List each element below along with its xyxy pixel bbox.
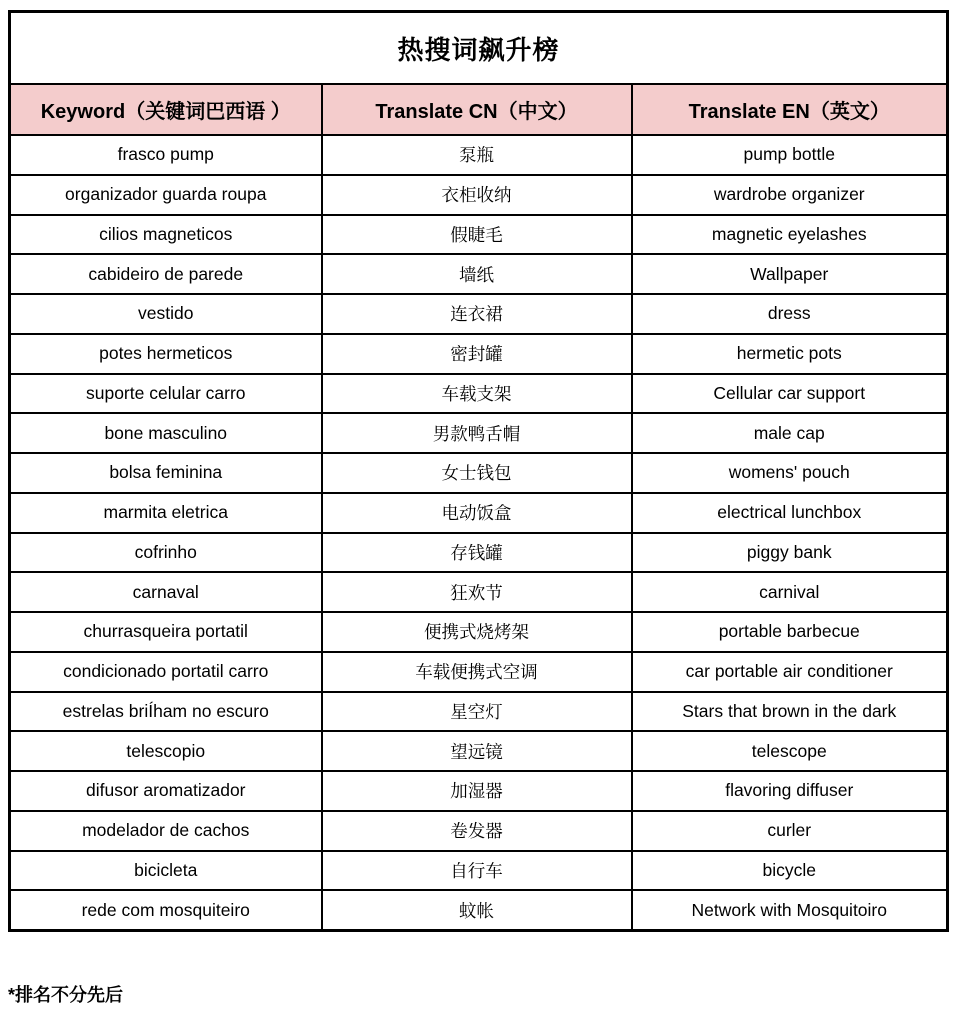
cell-keyword: condicionado portatil carro (10, 652, 322, 692)
cell-translate-cn: 星空灯 (322, 692, 632, 732)
table-row (10, 175, 948, 215)
column-header-translate-en: Translate EN（英文） (632, 84, 948, 135)
cell-translate-cn: 衣柜收纳 (322, 175, 632, 215)
cell-translate-en: portable barbecue (632, 612, 948, 652)
cell-translate-cn: 狂欢节 (322, 572, 632, 612)
cell-translate-cn: 望远镜 (322, 731, 632, 771)
cell-translate-cn: 连衣裙 (322, 294, 632, 334)
cell-translate-cn: 假睫毛 (322, 215, 632, 255)
table-row (10, 692, 948, 732)
table-row (10, 572, 948, 612)
cell-translate-en: pump bottle (632, 135, 948, 175)
cell-keyword: telescopio (10, 731, 322, 771)
table-row (10, 254, 948, 294)
cell-translate-en: carnival (632, 572, 948, 612)
table-row (10, 334, 948, 374)
cell-keyword: bolsa feminina (10, 453, 322, 493)
cell-keyword: vestido (10, 294, 322, 334)
cell-translate-cn: 存钱罐 (322, 533, 632, 573)
table-row (10, 851, 948, 891)
column-header-row (10, 84, 948, 135)
cell-keyword: carnaval (10, 572, 322, 612)
cell-translate-cn: 卷发器 (322, 811, 632, 851)
cell-translate-en: dress (632, 294, 948, 334)
cell-keyword: marmita eletrica (10, 493, 322, 533)
cell-translate-en: electrical lunchbox (632, 493, 948, 533)
cell-keyword: cabideiro de parede (10, 254, 322, 294)
cell-keyword: organizador guarda roupa (10, 175, 322, 215)
table-row (10, 533, 948, 573)
table-row (10, 771, 948, 811)
cell-translate-cn: 男款鸭舌帽 (322, 413, 632, 453)
cell-keyword: modelador de cachos (10, 811, 322, 851)
cell-translate-cn: 女士钱包 (322, 453, 632, 493)
cell-translate-cn: 加湿器 (322, 771, 632, 811)
cell-translate-cn: 自行车 (322, 851, 632, 891)
cell-translate-cn: 便携式烧烤架 (322, 612, 632, 652)
cell-translate-en: male cap (632, 413, 948, 453)
cell-translate-en: Stars that brown in the dark (632, 692, 948, 732)
cell-translate-en: womens' pouch (632, 453, 948, 493)
cell-keyword: difusor aromatizador (10, 771, 322, 811)
cell-keyword: cilios magneticos (10, 215, 322, 255)
table-row (10, 135, 948, 175)
cell-keyword: cofrinho (10, 533, 322, 573)
table-row (10, 612, 948, 652)
cell-translate-en: magnetic eyelashes (632, 215, 948, 255)
cell-keyword: potes hermeticos (10, 334, 322, 374)
cell-translate-cn: 墙纸 (322, 254, 632, 294)
table-row (10, 890, 948, 930)
cell-translate-cn: 车载支架 (322, 374, 632, 414)
table-row (10, 374, 948, 414)
cell-keyword: suporte celular carro (10, 374, 322, 414)
cell-translate-cn: 蚊帐 (322, 890, 632, 930)
table-row (10, 453, 948, 493)
table-row (10, 811, 948, 851)
cell-keyword: estrelas briÍham no escuro (10, 692, 322, 732)
cell-translate-en: Cellular car support (632, 374, 948, 414)
column-header-keyword: Keyword（关键词巴西语 ） (10, 84, 322, 135)
cell-translate-en: telescope (632, 731, 948, 771)
cell-translate-en: piggy bank (632, 533, 948, 573)
ranking-disclaimer-footnote: *排名不分先后 (8, 985, 124, 1005)
table-row (10, 215, 948, 255)
table-row (10, 413, 948, 453)
cell-keyword: rede com mosquiteiro (10, 890, 322, 930)
table-row (10, 493, 948, 533)
cell-keyword: frasco pump (10, 135, 322, 175)
table-body (10, 135, 948, 931)
cell-keyword: bicicleta (10, 851, 322, 891)
table-row (10, 652, 948, 692)
cell-translate-cn: 电动饭盒 (322, 493, 632, 533)
cell-translate-en: flavoring diffuser (632, 771, 948, 811)
cell-translate-cn: 密封罐 (322, 334, 632, 374)
cell-translate-en: hermetic pots (632, 334, 948, 374)
cell-translate-cn: 车载便携式空调 (322, 652, 632, 692)
cell-translate-en: Network with Mosquitoiro (632, 890, 948, 930)
cell-translate-en: bicycle (632, 851, 948, 891)
cell-translate-en: Wallpaper (632, 254, 948, 294)
cell-translate-en: wardrobe organizer (632, 175, 948, 215)
cell-keyword: bone masculino (10, 413, 322, 453)
cell-translate-en: car portable air conditioner (632, 652, 948, 692)
table-row (10, 731, 948, 771)
hot-search-rising-table (8, 10, 949, 932)
title-row (10, 12, 948, 85)
column-header-translate-cn: Translate CN（中文） (322, 84, 632, 135)
table-title: 热搜词飙升榜 (10, 12, 948, 85)
cell-translate-en: curler (632, 811, 948, 851)
cell-keyword: churrasqueira portatil (10, 612, 322, 652)
cell-translate-cn: 泵瓶 (322, 135, 632, 175)
table-row (10, 294, 948, 334)
